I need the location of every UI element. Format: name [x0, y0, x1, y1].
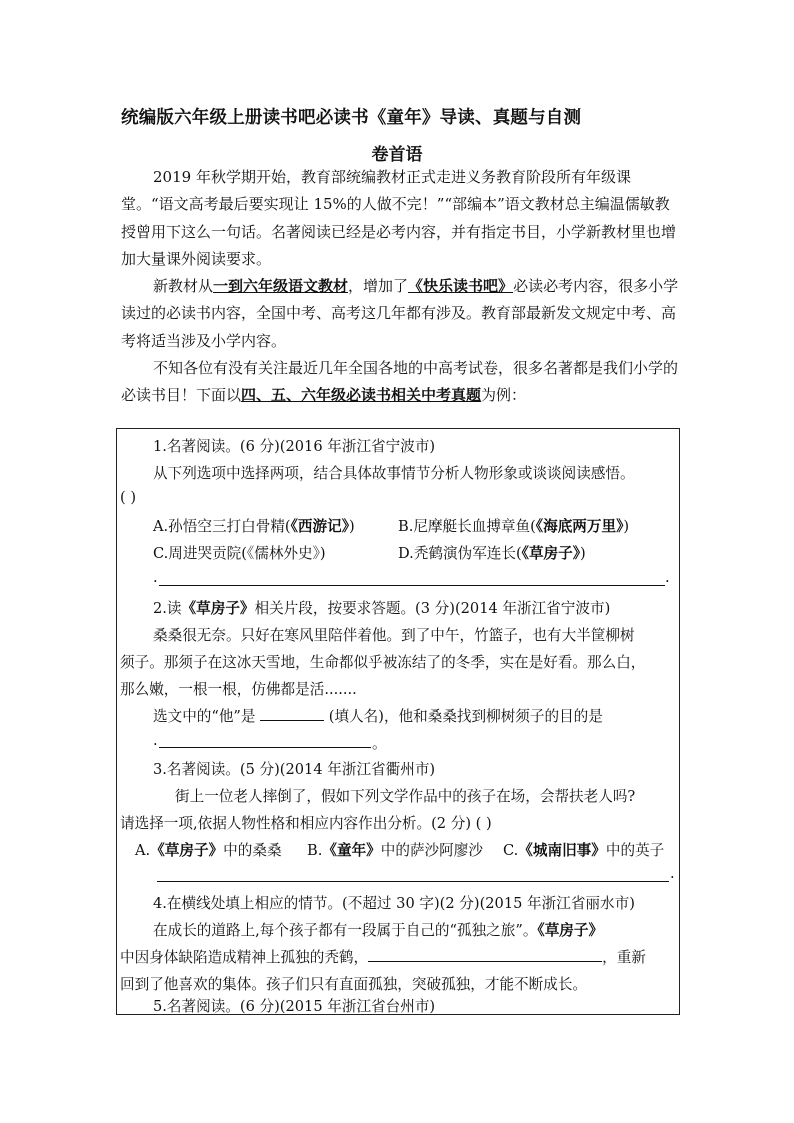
answer-dot: .	[153, 569, 158, 586]
emphasis-textbook: 一到六年级语文教材	[213, 277, 349, 296]
passage-line: 那么嫩，一根一根，仿佛都是活.......	[120, 681, 357, 698]
text: 不知各位有没有关注最近几年全国各地的中高考试卷，很多名著都是我们小学的必读书目！下面以	[121, 359, 679, 405]
text: B.	[307, 842, 323, 859]
q3-option-a	[135, 839, 282, 860]
text: 为例：	[481, 386, 527, 405]
q3-option-c	[503, 839, 664, 860]
text: 中因身体缺陷造成精神上孤独的秃鹤，	[120, 949, 369, 966]
passage-line: 须子。那须子在这冰天雪地，生命都似乎被冻结了的冬季，实在是好看。那么白，	[120, 654, 646, 671]
book-title: 《童年》	[322, 842, 381, 859]
answer-dot: .	[670, 865, 675, 882]
section-heading: 卷首语	[371, 145, 423, 165]
question-1-heading: 1.名著阅读。(6 分)(2016 年浙江省宁波市)	[153, 438, 436, 455]
question-1-text: 从下列选项中选择两项，结合具体故事情节分析人物形象或谈谈阅读感悟。	[153, 465, 635, 482]
text: 中的萨沙阿廖沙	[380, 842, 483, 859]
text: A.孙悟空三打白骨精(	[153, 518, 291, 535]
book-title: 《海底两万里》	[535, 518, 624, 535]
document-title: 统编版六年级上册读书吧必读书《童年》导读、真题与自测	[121, 108, 582, 128]
fill-blank-plot[interactable]	[368, 947, 602, 962]
option-c: C.周进哭贡院(《儒林外史》)	[153, 545, 326, 562]
text: D.秃鹤演伪军连长(	[398, 545, 522, 562]
intro-paragraph-1: 2019 年秋学期开始，教育部统编教材正式走进义务教育阶段所有年级课堂。“语文高考最后要实现让 15%的人做不完！”“部编本”语文教材总主编温儒敏教授曾用下这么一句话。名著阅读已经是必考内容，并有指定书目，小学新教材里也增加大量课外阅读要求。	[121, 168, 677, 268]
q3-option-b	[307, 839, 483, 860]
question-2-ask	[153, 705, 603, 726]
text: )	[623, 518, 630, 535]
question-4-text: 回到了他喜欢的集体。孩子们只有直面孤独，突破孤独，才能不断成长。	[120, 976, 588, 993]
book-title: 《草房子》	[521, 545, 581, 562]
text: )	[349, 518, 355, 535]
text: B.尼摩艇长血搏章鱼(	[398, 518, 536, 535]
text: 2.读	[153, 600, 182, 617]
answer-end: 。	[372, 735, 387, 752]
question-4-heading: 4.在横线处填上相应的情节。(不超过 30 字)(2 分)(2015 年浙江省丽水市)	[153, 895, 635, 912]
text: )	[580, 545, 586, 562]
answer-dot: .	[665, 569, 670, 586]
answer-line[interactable]	[159, 585, 665, 586]
text: ，重新	[602, 949, 646, 966]
answer-line[interactable]	[157, 881, 669, 882]
answer-dot: .	[153, 732, 158, 749]
text: 选文中的“他”是	[153, 708, 256, 725]
book-title: 《草房子》	[150, 842, 224, 859]
questions-box	[116, 428, 680, 1015]
text: C.	[503, 842, 519, 859]
emphasis-reading-bar: 《快乐读书吧》	[408, 277, 514, 296]
option-a	[153, 515, 355, 536]
text: 中的英子	[605, 842, 665, 859]
book-title: 《西游记》	[290, 518, 349, 535]
passage-line: 桑桑很无奈。只好在寒风里陪伴着他。到了中午，竹篮子，也有大半筐柳树	[153, 627, 635, 644]
book-title: 《草房子》	[181, 600, 255, 617]
question-4-text	[153, 919, 603, 940]
emphasis-exam-questions: 四、五、六年级必读书相关中考真题	[241, 386, 482, 405]
question-5-heading: 5.名著阅读。(6 分)(2015 年浙江省台州市)	[153, 998, 436, 1015]
text: 中的桑桑	[223, 842, 282, 859]
intro-paragraph-2	[121, 273, 681, 355]
question-4-text	[120, 946, 646, 967]
book-title: 《城南旧事》	[518, 842, 606, 859]
question-3-text: 请选择一项,依据人物性格和相应内容作出分析。(2 分) ( )	[120, 815, 492, 832]
answer-paren[interactable]: ( )	[120, 489, 137, 506]
text: (填人名)，他和桑桑找到柳树须子的目的是	[328, 708, 603, 725]
text: 相关片段，按要求答题。(3 分)(2014 年浙江省宁波市)	[254, 600, 611, 617]
fill-blank-name[interactable]	[260, 706, 324, 721]
text: A.	[135, 842, 151, 859]
text: 新教材从	[153, 277, 214, 296]
option-d	[398, 542, 586, 563]
answer-line[interactable]	[159, 747, 371, 748]
question-3-text: 街上一位老人摔倒了，假如下列文学作品中的孩子在场，会帮扶老人吗?	[175, 788, 636, 805]
option-b	[398, 515, 629, 536]
intro-paragraph-3	[121, 355, 681, 410]
book-title: 《草房子》	[537, 922, 604, 939]
text: 必读必考内容，很多小学读过的必读书内容，全国中考、高考这几年都有涉及。教育部最新发文规定中考、高考将适当涉及小学内容。	[121, 277, 679, 350]
question-3-heading: 3.名著阅读。(5 分)(2014 年浙江省衢州市)	[153, 761, 436, 778]
text: 在成长的道路上,每个孩子都有一段属于自己的“孤独之旅”。	[153, 922, 538, 939]
intro-section	[121, 164, 681, 410]
question-2-heading	[153, 597, 610, 618]
text: ，增加了	[348, 277, 409, 296]
